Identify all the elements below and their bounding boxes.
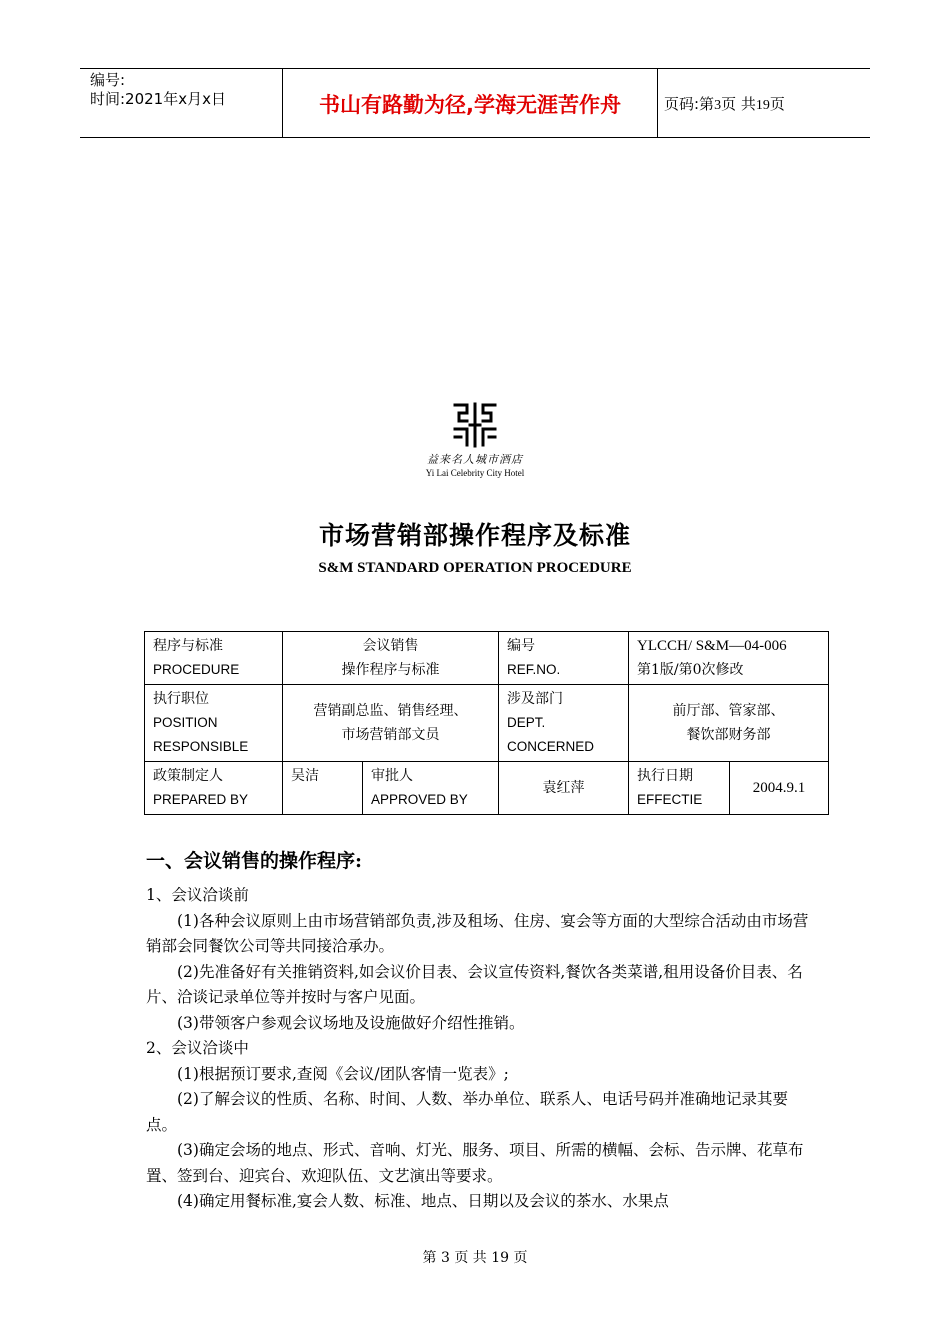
table-cell: 执行职位 POSITION RESPONSIBLE: [145, 685, 283, 762]
body-text: [146, 883, 810, 1215]
paragraph: (2)了解会议的性质、名称、时间、人数、举办单位、联系人、电话号码并准确地记录其要点。: [146, 1090, 788, 1134]
procedure-info-table: [144, 631, 829, 815]
paragraph: (1)各种会议原则上由市场营销部负责,涉及租场、住房、宴会等方面的大型综合活动由市场营销部会同餐饮公司等共同接洽承办。: [146, 911, 809, 955]
table-cell: 程序与标准 PROCEDURE: [145, 632, 283, 685]
paragraph: (3)确定会场的地点、形式、音响、灯光、服务、项目、所需的横幅、会标、告示牌、花草布置、签到台、迎宾台、欢迎队伍、文艺演出等要求。: [146, 1141, 804, 1185]
document-title: 市场营销部操作程序及标准: [318, 521, 631, 550]
document-subtitle: S&M STANDARD OPERATION PROCEDURE: [318, 560, 632, 576]
page-header: [80, 68, 870, 138]
table-cell: 2004.9.1: [730, 762, 829, 815]
table-cell: 营销副总监、销售经理、 市场营销部文员: [283, 685, 499, 762]
hotel-logo-icon: [451, 402, 499, 448]
section-heading: 一、会议销售的操作程序:: [146, 850, 363, 872]
table-cell: 前厅部、管家部、 餐饮部财务部: [629, 685, 829, 762]
header-page-number: 页码:第3页 共19页: [664, 95, 785, 113]
paragraph: 2、会议洽谈中: [146, 1039, 249, 1057]
header-motto: 书山有路勤为径,学海无涯苦作舟: [319, 93, 621, 117]
table-cell: 执行日期 EFFECTIE: [629, 762, 730, 815]
header-divider: [657, 69, 658, 137]
hotel-logo: [410, 402, 540, 478]
paragraph: (3)带领客户参观会议场地及设施做好介绍性推销。: [177, 1013, 525, 1032]
paragraph: (1)根据预订要求,查阅《会议/团队客情一览表》;: [177, 1064, 509, 1083]
table-row: [145, 632, 829, 685]
page-footer: 第 3 页 共 19 页: [422, 1250, 528, 1266]
document-number-label: 编号:: [90, 71, 126, 89]
header-meta: [90, 71, 280, 109]
paragraph: (2)先准备好有关推销资料,如会议价目表、会议宣传资料,餐饮各类菜谱,租用设备价目表、名片、洽谈记录单位等并按时与客户见面。: [146, 962, 803, 1006]
hotel-name-cn: 益来名人城市酒店: [427, 453, 523, 466]
table-cell: 袁红萍: [499, 762, 629, 815]
document-time: 时间:2021年x月x日: [90, 90, 226, 108]
hotel-name-en: Yi Lai Celebrity City Hotel: [425, 468, 525, 478]
table-cell: 政策制定人 PREPARED BY: [145, 762, 283, 815]
table-cell: 审批人 APPROVED BY: [363, 762, 499, 815]
table-cell: YLCCH/ S&M—04-006 第1版/第0次修改: [629, 632, 829, 685]
header-divider: [282, 69, 283, 137]
table-cell: 吴洁: [283, 762, 363, 815]
paragraph: (4)确定用餐标准,宴会人数、标准、地点、日期以及会议的茶水、水果点: [177, 1192, 669, 1210]
table-cell: 涉及部门 DEPT. CONCERNED: [499, 685, 629, 762]
table-cell: 编号 REF.NO.: [499, 632, 629, 685]
table-row: [145, 685, 829, 762]
table-row: [145, 762, 829, 815]
paragraph: 1、会议洽谈前: [146, 886, 249, 904]
table-cell: 会议销售 操作程序与标准: [283, 632, 499, 685]
